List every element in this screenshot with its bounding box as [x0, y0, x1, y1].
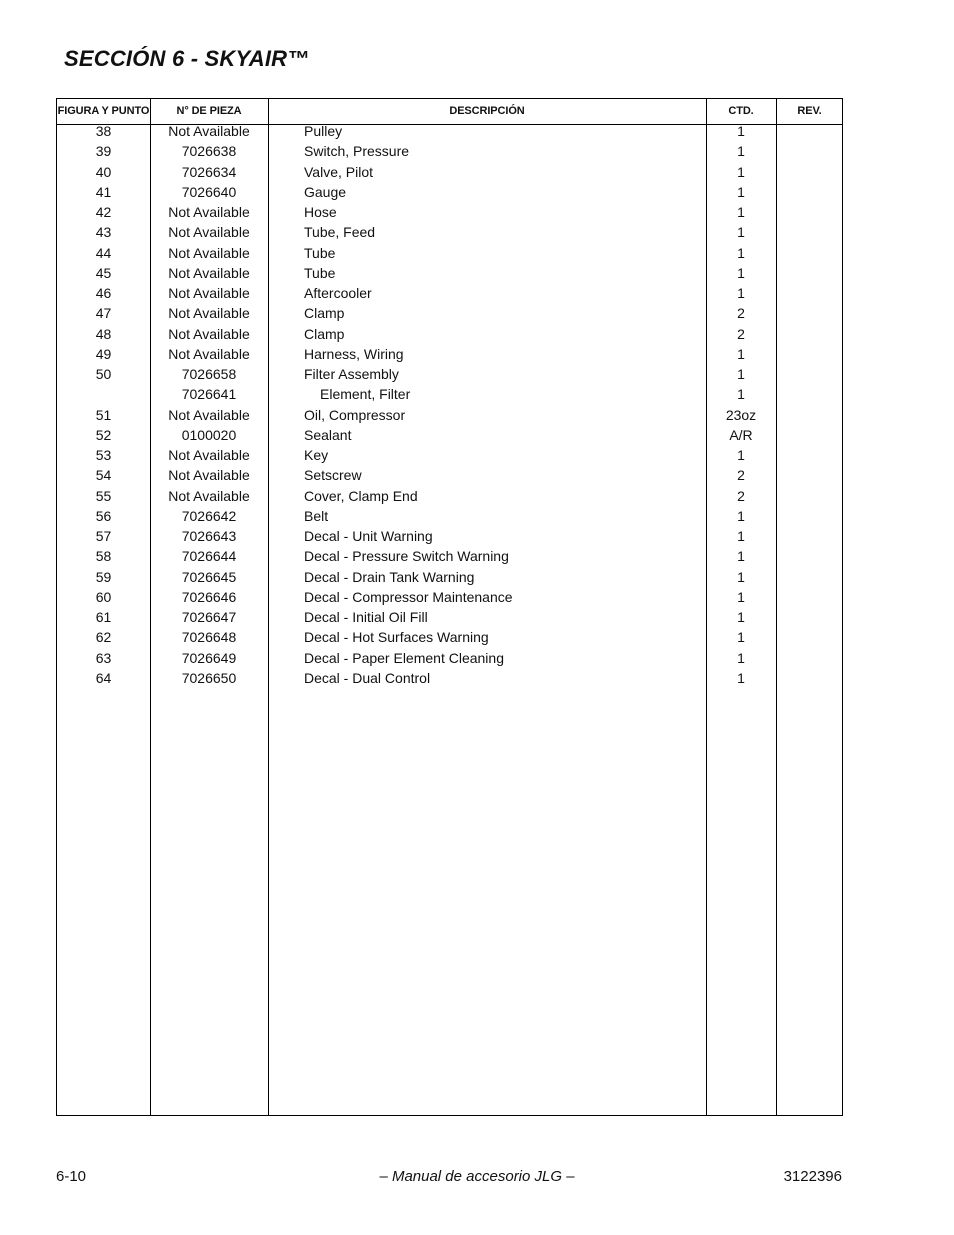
item-number-cell: 43 — [95, 224, 112, 241]
item-number-cell: 49 — [95, 345, 112, 362]
table-row — [57, 609, 842, 629]
item-number-cell: 48 — [95, 325, 112, 342]
description-cell: Decal - Unit Warning — [304, 528, 433, 544]
quantity-cell: 1 — [737, 447, 745, 463]
item-number-cell: 61 — [95, 609, 112, 625]
part-number-cell: Not Available — [168, 345, 250, 362]
quantity-cell: 2 — [737, 467, 745, 484]
item-number-cell: 52 — [95, 426, 112, 443]
item-number-cell: 41 — [95, 183, 112, 200]
part-number-cell: 7026647 — [181, 609, 237, 625]
part-number-cell: 7026649 — [181, 649, 237, 666]
part-number-cell: Not Available — [168, 123, 250, 139]
part-number-cell: Not Available — [168, 244, 250, 261]
item-number-cell: 54 — [95, 467, 112, 484]
description-cell: Oil, Compressor — [304, 406, 406, 423]
description-cell: Belt — [304, 507, 329, 524]
description-cell: Tube — [304, 264, 336, 281]
part-number-cell: 7026638 — [181, 143, 237, 160]
quantity-cell: A/R — [729, 426, 753, 443]
description-cell: Decal - Compressor Maintenance — [304, 588, 513, 605]
manual-title: – Manual de accesorio JLG – — [379, 1168, 575, 1185]
quantity-cell: 1 — [737, 143, 745, 160]
quantity-cell: 1 — [737, 345, 745, 362]
quantity-cell: 2 — [737, 325, 745, 342]
table-row — [57, 164, 842, 184]
description-cell: Hose — [304, 204, 337, 220]
item-number-cell: 50 — [95, 366, 112, 382]
description-cell: Sealant — [304, 426, 352, 443]
item-number-cell: 53 — [95, 447, 112, 463]
part-number-cell: 7026658 — [181, 366, 237, 382]
table-row — [57, 650, 842, 670]
table-row — [57, 386, 842, 406]
part-number-cell: 7026643 — [181, 528, 237, 544]
item-number-cell: 55 — [95, 487, 112, 504]
part-number-cell: Not Available — [168, 325, 250, 342]
item-number-cell: 58 — [95, 548, 112, 565]
parts-table — [56, 98, 843, 1116]
table-body — [57, 123, 842, 690]
part-number-cell: 7026650 — [181, 669, 237, 686]
column-header-description: DESCRIPCIÓN — [449, 105, 525, 117]
quantity-cell: 1 — [737, 244, 745, 261]
part-number-cell: 7026646 — [181, 588, 237, 605]
description-cell: Switch, Pressure — [304, 143, 410, 160]
item-number-cell: 47 — [95, 305, 112, 322]
quantity-cell: 1 — [737, 264, 745, 281]
part-number-cell: 7026644 — [181, 548, 237, 565]
description-cell: Clamp — [304, 305, 345, 322]
description-cell: Decal - Pressure Switch Warning — [304, 548, 509, 565]
table-row — [57, 407, 842, 427]
table-row — [57, 629, 842, 649]
table-row — [57, 366, 842, 386]
table-row — [57, 285, 842, 305]
description-cell: Tube — [304, 244, 336, 261]
description-cell: Harness, Wiring — [304, 345, 404, 362]
table-row — [57, 204, 842, 224]
table-row — [57, 123, 842, 143]
table-row — [57, 326, 842, 346]
description-cell: Clamp — [304, 325, 345, 342]
table-row — [57, 528, 842, 548]
part-number-cell: 7026641 — [181, 386, 237, 403]
description-cell: Decal - Paper Element Cleaning — [304, 649, 504, 666]
quantity-cell: 1 — [737, 629, 745, 646]
description-cell: Element, Filter — [320, 386, 411, 403]
quantity-cell: 1 — [737, 588, 745, 605]
part-number-cell: Not Available — [168, 224, 250, 241]
table-row — [57, 305, 842, 325]
item-number-cell: 62 — [95, 629, 112, 646]
table-row — [57, 488, 842, 508]
table-row — [57, 467, 842, 487]
quantity-cell: 1 — [737, 568, 745, 585]
part-number-cell: 7026645 — [181, 568, 237, 585]
quantity-cell: 1 — [737, 204, 745, 220]
document-number: 3122396 — [783, 1168, 842, 1185]
quantity-cell: 2 — [737, 487, 745, 504]
item-number-cell: 38 — [95, 123, 112, 139]
description-cell: Cover, Clamp End — [304, 487, 418, 504]
table-row — [57, 508, 842, 528]
table-header — [57, 99, 842, 125]
part-number-cell: Not Available — [168, 447, 250, 463]
table-row — [57, 245, 842, 265]
description-cell: Valve, Pilot — [304, 163, 373, 180]
description-cell: Pulley — [304, 123, 343, 139]
quantity-cell: 1 — [737, 649, 745, 666]
part-number-cell: 0100020 — [181, 426, 237, 443]
column-header-revision: REV. — [797, 105, 822, 117]
column-header-quantity: CTD. — [728, 105, 754, 117]
column-header-item: FIGURA Y PUNTO — [57, 105, 150, 117]
column-header-part-number: N° DE PIEZA — [176, 105, 242, 117]
description-cell: Tube, Feed — [304, 224, 376, 241]
part-number-cell: Not Available — [168, 406, 250, 423]
quantity-cell: 23oz — [725, 406, 757, 423]
description-cell: Decal - Initial Oil Fill — [304, 609, 428, 625]
part-number-cell: Not Available — [168, 467, 250, 484]
description-cell: Gauge — [304, 183, 347, 200]
item-number-cell: 46 — [95, 285, 112, 301]
page-title: SECCIÓN 6 - SKYAIR™ — [64, 46, 310, 71]
table-row — [57, 427, 842, 447]
table-row — [57, 569, 842, 589]
quantity-cell: 1 — [737, 528, 745, 544]
part-number-cell: Not Available — [168, 285, 250, 301]
table-row — [57, 670, 842, 690]
table-row — [57, 184, 842, 204]
description-cell: Decal - Drain Tank Warning — [304, 568, 475, 585]
item-number-cell: 39 — [95, 143, 112, 160]
quantity-cell: 1 — [737, 609, 745, 625]
description-cell: Filter Assembly — [304, 366, 399, 382]
item-number-cell: 56 — [95, 507, 112, 524]
quantity-cell: 1 — [737, 163, 745, 180]
part-number-cell: Not Available — [168, 264, 250, 281]
quantity-cell: 1 — [737, 548, 745, 565]
item-number-cell: 63 — [95, 649, 112, 666]
item-number-cell: 57 — [95, 528, 112, 544]
table-row — [57, 346, 842, 366]
table-row — [57, 447, 842, 467]
table-row — [57, 224, 842, 244]
table-row — [57, 265, 842, 285]
part-number-cell: 7026642 — [181, 507, 237, 524]
quantity-cell: 1 — [737, 386, 745, 403]
item-number-cell: 44 — [95, 244, 112, 261]
quantity-cell: 1 — [737, 183, 745, 200]
item-number-cell: 59 — [95, 568, 112, 585]
part-number-cell: 7026640 — [181, 183, 237, 200]
description-cell: Decal - Dual Control — [304, 669, 431, 686]
item-number-cell: 40 — [95, 163, 112, 180]
item-number-cell: 64 — [95, 669, 112, 686]
part-number-cell: Not Available — [168, 204, 250, 220]
description-cell: Key — [304, 447, 329, 463]
quantity-cell: 1 — [737, 669, 745, 686]
item-number-cell: 51 — [95, 406, 112, 423]
quantity-cell: 1 — [737, 366, 745, 382]
item-number-cell: 42 — [95, 204, 112, 220]
quantity-cell: 1 — [737, 123, 745, 139]
description-cell: Setscrew — [304, 467, 362, 484]
table-row — [57, 548, 842, 568]
table-row — [57, 589, 842, 609]
part-number-cell: Not Available — [168, 305, 250, 322]
page-number: 6-10 — [56, 1168, 87, 1185]
item-number-cell: 45 — [95, 264, 112, 281]
quantity-cell: 1 — [737, 507, 745, 524]
description-cell: Decal - Hot Surfaces Warning — [304, 629, 489, 646]
quantity-cell: 2 — [737, 305, 745, 322]
part-number-cell: 7026634 — [181, 163, 237, 180]
quantity-cell: 1 — [737, 285, 745, 301]
item-number-cell: 60 — [95, 588, 112, 605]
description-cell: Aftercooler — [304, 285, 372, 301]
part-number-cell: Not Available — [168, 487, 250, 504]
quantity-cell: 1 — [737, 224, 745, 241]
part-number-cell: 7026648 — [181, 629, 237, 646]
table-row — [57, 143, 842, 163]
